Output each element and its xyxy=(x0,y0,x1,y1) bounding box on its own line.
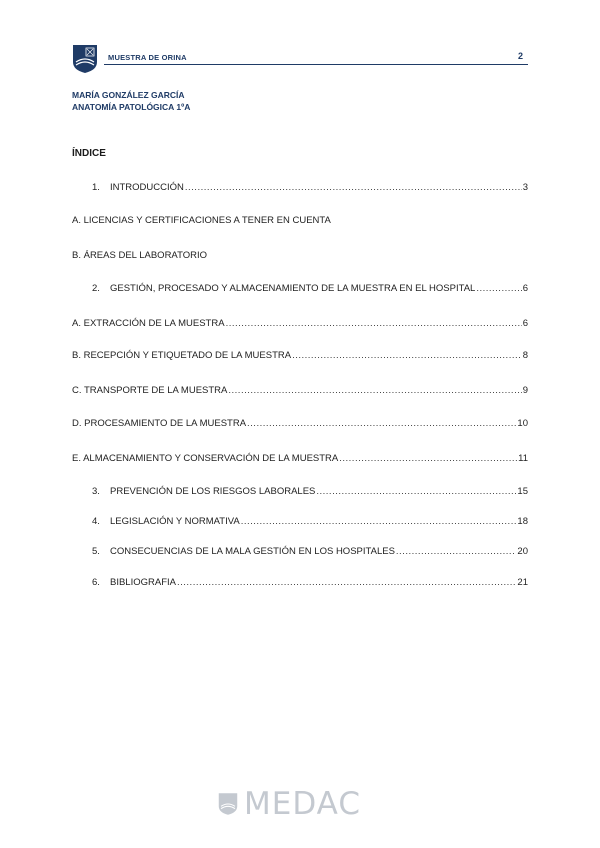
toc-leader-dots xyxy=(396,546,517,557)
footer-logo xyxy=(218,786,361,822)
toc-leader-dots xyxy=(292,350,522,361)
header-title: MUESTRA DE ORINA xyxy=(108,53,187,62)
toc-leader-dots xyxy=(228,385,521,396)
toc-leader-dots xyxy=(177,577,516,588)
toc-entry[interactable] xyxy=(92,546,528,557)
toc-entry-page: 6 xyxy=(522,283,528,294)
toc-entry-number: 2. xyxy=(92,283,100,294)
header-divider xyxy=(104,64,528,65)
toc-entry-label: A. EXTRACCIÓN DE LA MUESTRA xyxy=(72,318,225,329)
toc-entry-label: B. ÁREAS DEL LABORATORIO xyxy=(72,250,207,261)
author-name: MARÍA GONZÁLEZ GARCÍA xyxy=(72,90,185,100)
footer-brand: MEDAC xyxy=(244,786,361,822)
toc-leader-dots xyxy=(339,453,517,464)
toc-entry-label: D. PROCESAMIENTO DE LA MUESTRA xyxy=(72,418,247,429)
toc-entry-label: INTRODUCCIÓN xyxy=(110,182,184,193)
toc-entry[interactable] xyxy=(72,350,528,361)
toc-entry-page: 18 xyxy=(517,516,528,527)
author-course: ANATOMÍA PATOLÓGICA 1ºA xyxy=(72,102,191,112)
toc-entry[interactable] xyxy=(92,516,528,527)
toc-entry[interactable] xyxy=(92,577,528,588)
index-heading: ÍNDICE xyxy=(72,148,106,159)
toc-entry[interactable] xyxy=(72,318,528,329)
author-block xyxy=(72,89,190,113)
toc-entry-label: PREVENCIÓN DE LOS RIESGOS LABORALES xyxy=(110,486,316,497)
toc-leader-dots xyxy=(316,486,516,497)
toc-leader-dots xyxy=(476,283,521,294)
header-page-number: 2 xyxy=(518,51,524,61)
toc-entry-label: B. RECEPCIÓN Y ETIQUETADO DE LA MUESTRA xyxy=(72,350,292,361)
toc-entry[interactable] xyxy=(72,250,207,261)
toc-entry-number: 6. xyxy=(92,577,100,588)
toc-entry[interactable] xyxy=(72,215,331,226)
toc-leader-dots xyxy=(185,182,522,193)
toc-entry-page: 9 xyxy=(522,385,528,396)
toc-entry[interactable] xyxy=(72,418,528,429)
toc-entry-page: 20 xyxy=(517,546,528,557)
toc-entry[interactable] xyxy=(92,182,528,193)
toc-entry-page: 6 xyxy=(522,318,528,329)
toc-entry-label: LEGISLACIÓN Y NORMATIVA xyxy=(110,516,240,527)
toc-entry-page: 21 xyxy=(517,577,528,588)
toc-entry[interactable] xyxy=(72,385,528,396)
toc-entry-label: BIBLIOGRAFIA xyxy=(110,577,176,588)
toc-entry-page: 3 xyxy=(522,182,528,193)
toc-entry-page: 15 xyxy=(517,486,528,497)
toc-entry-page: 8 xyxy=(522,350,528,361)
toc-entry[interactable] xyxy=(72,453,528,464)
toc-entry-label: CONSECUENCIAS DE LA MALA GESTIÓN EN LOS HOSPITALES xyxy=(110,546,395,557)
toc-entry-page: 11 xyxy=(518,453,528,464)
medac-shield-logo-icon xyxy=(72,44,98,74)
toc-entry-label: E. ALMACENAMIENTO Y CONSERVACIÓN DE LA MUESTRA xyxy=(72,453,339,464)
toc-entry[interactable] xyxy=(92,283,528,294)
toc-entry-number: 3. xyxy=(92,486,100,497)
toc-entry-number: 5. xyxy=(92,546,100,557)
toc-entry-label: A. LICENCIAS Y CERTIFICACIONES A TENER EN CUENTA xyxy=(72,215,331,226)
toc-entry-label: GESTIÓN, PROCESADO Y ALMACENAMIENTO DE LA MUESTRA EN EL HOSPITAL xyxy=(110,283,476,294)
toc-leader-dots xyxy=(241,516,517,527)
toc-entry-number: 1. xyxy=(92,182,100,193)
toc-entry-page: 10 xyxy=(517,418,528,429)
toc-leader-dots xyxy=(226,318,522,329)
medac-shield-watermark-icon xyxy=(218,792,238,816)
toc-entry-number: 4. xyxy=(92,516,100,527)
toc-entry-label: C. TRANSPORTE DE LA MUESTRA xyxy=(72,385,228,396)
toc-entry[interactable] xyxy=(92,486,528,497)
toc-leader-dots xyxy=(247,418,516,429)
